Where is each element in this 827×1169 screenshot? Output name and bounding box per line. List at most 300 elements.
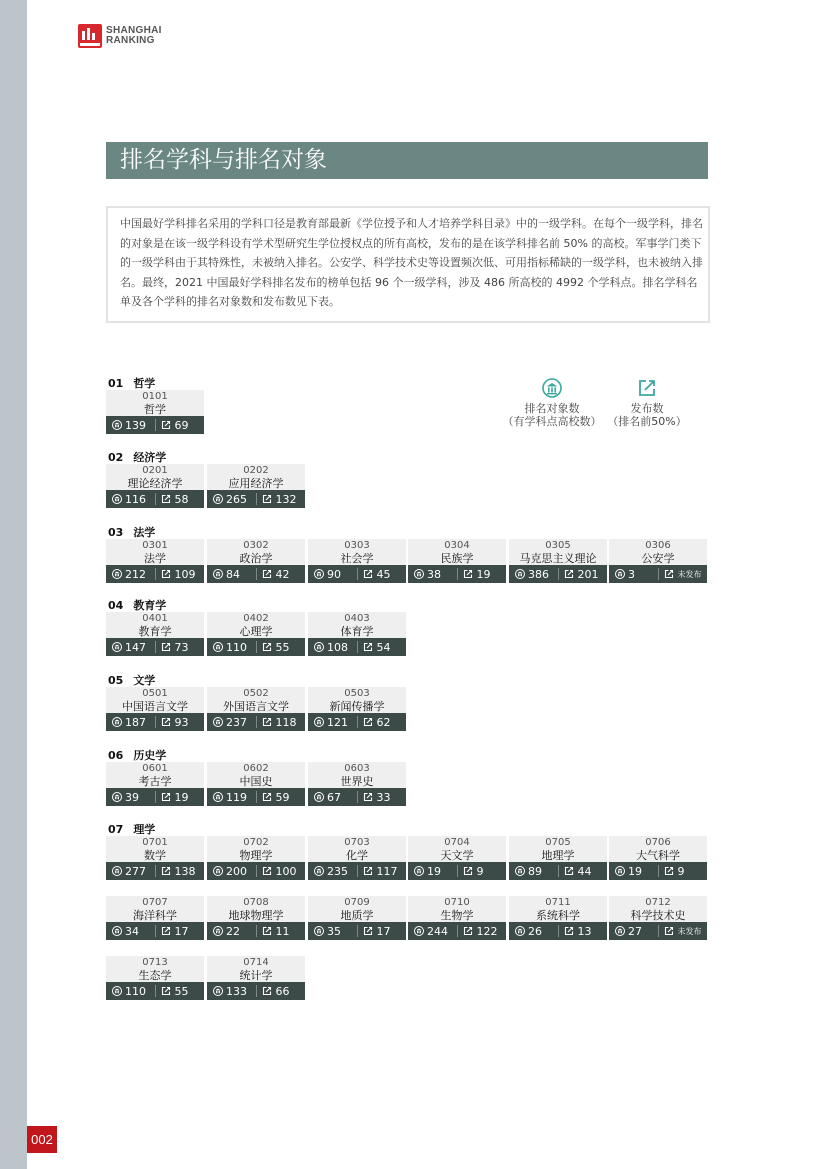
subject-header [609, 539, 707, 565]
subject-header [207, 539, 305, 565]
published-count [357, 925, 406, 938]
subject-card [509, 896, 607, 938]
published-value: 19 [476, 567, 491, 581]
subject-code: 0712 [645, 896, 671, 908]
subject-header [106, 539, 204, 565]
publish-icon [664, 866, 674, 876]
ranked-count [207, 641, 256, 654]
subject-name: 中国语言文学 [122, 699, 188, 713]
subject-stats-bar [106, 982, 204, 1000]
subject-header [308, 687, 406, 713]
publish-icon [262, 926, 272, 936]
ranked-value: 386 [528, 567, 549, 581]
publish-icon [262, 642, 272, 652]
publish-icon [161, 926, 171, 936]
subject-name: 天文学 [440, 848, 474, 862]
published-value: 59 [275, 790, 290, 804]
ranked-count [106, 419, 155, 432]
ranked-value: 265 [226, 492, 247, 506]
institution-icon [112, 494, 122, 504]
subject-header [408, 836, 506, 862]
published-count [256, 791, 305, 804]
published-value: 93 [174, 715, 189, 729]
institution-icon [515, 866, 525, 876]
published-count [357, 568, 406, 581]
publish-icon [463, 926, 473, 936]
subject-stats-bar [609, 862, 707, 880]
ranked-value: 244 [427, 924, 448, 938]
subject-code: 0703 [344, 836, 370, 848]
published-count [457, 925, 506, 938]
institution-icon [213, 494, 223, 504]
discipline-title [108, 674, 155, 688]
publish-icon [363, 926, 373, 936]
subject-header [207, 836, 305, 862]
ranked-count [609, 925, 658, 938]
subject-header [509, 836, 607, 862]
ranked-value: 39 [125, 790, 139, 804]
subject-name: 生物学 [440, 908, 474, 922]
subject-header [207, 612, 305, 638]
institution-icon [112, 642, 122, 652]
subject-name: 科学技术史 [630, 908, 686, 922]
subject-code: 0304 [444, 539, 470, 551]
subject-card [308, 896, 406, 938]
published-count [658, 926, 707, 937]
subject-stats-bar [106, 788, 204, 806]
subject-stats-bar [408, 862, 506, 880]
publish-icon [664, 569, 674, 579]
published-count [155, 419, 204, 432]
subject-stats-bar [308, 565, 406, 583]
institution-icon [314, 642, 324, 652]
publish-icon [262, 569, 272, 579]
subject-card [509, 836, 607, 878]
discipline-title [108, 749, 166, 763]
publish-icon [463, 866, 473, 876]
published-count [155, 791, 204, 804]
subject-name: 政治学 [239, 551, 273, 565]
institution-icon [615, 926, 625, 936]
ranked-value: 22 [226, 924, 240, 938]
ranked-count [207, 865, 256, 878]
subject-stats-bar [106, 862, 204, 880]
subject-card [207, 956, 305, 998]
subject-code: 0713 [142, 956, 168, 968]
publish-icon [262, 717, 272, 727]
subject-name: 理论经济学 [127, 476, 183, 490]
ranked-value: 119 [226, 790, 247, 804]
ranked-count [308, 791, 357, 804]
subject-card [509, 539, 607, 581]
published-count [256, 865, 305, 878]
ranked-count [106, 865, 155, 878]
publish-icon [262, 792, 272, 802]
subject-name: 哲学 [144, 402, 166, 416]
subject-header [106, 612, 204, 638]
subject-code: 0202 [243, 464, 269, 476]
subject-card [308, 836, 406, 878]
subject-code: 0302 [243, 539, 269, 551]
subject-card [106, 956, 204, 998]
subject-code: 0101 [142, 390, 168, 402]
institution-icon [213, 792, 223, 802]
publish-icon [161, 494, 171, 504]
subject-name: 系统科学 [536, 908, 580, 922]
subject-header [408, 896, 506, 922]
subject-card [207, 612, 305, 654]
published-value: 17 [376, 924, 391, 938]
subject-code: 0706 [645, 836, 671, 848]
subject-name: 公安学 [641, 551, 675, 565]
published-value: 45 [376, 567, 391, 581]
intro-paragraph: 中国最好学科排名采用的学科口径是教育部最新《学位授予和人才培养学科目录》中的一级学科。在每个一级学科，排名的对象是在该一级学科设有学术型研究生学位授权点的所有高校，发布的是在该学科排名前 50% 的高校。军事学门类下的一级学科由于其特殊性，未被纳入排名。公安学、科学技术史等设置频次低、可用指标稀缺的一级学科，也未被纳入排名。最终，2021 中国最好学科排名发布的榜单包括 96 个一级学科，涉及 486 所高校的 4992 个学科点。排名学科名单及各个学科的排名对象数和发布数见下表。 [106, 206, 710, 323]
subject-stats-bar [106, 638, 204, 656]
subject-card [207, 464, 305, 506]
subject-header [207, 464, 305, 490]
subject-card [106, 896, 204, 938]
legend-ranked-label: 排名对象数 [524, 402, 580, 415]
publish-icon [564, 569, 574, 579]
ranked-count [308, 925, 357, 938]
ranked-value: 187 [125, 715, 146, 729]
published-count [155, 716, 204, 729]
institution-icon [314, 792, 324, 802]
institution-icon [414, 926, 424, 936]
subject-stats-bar [207, 638, 305, 656]
subject-card [106, 390, 204, 432]
subject-code: 0201 [142, 464, 168, 476]
subject-header [408, 539, 506, 565]
subject-card [609, 539, 707, 581]
institution-icon [542, 378, 562, 398]
publish-icon [363, 792, 373, 802]
subject-name: 中国史 [239, 774, 273, 788]
published-value: 109 [174, 567, 196, 581]
published-value: 69 [174, 418, 189, 432]
subject-header [207, 896, 305, 922]
subject-name: 民族学 [440, 551, 474, 565]
subject-code: 0303 [344, 539, 370, 551]
institution-icon [414, 866, 424, 876]
subject-card [207, 762, 305, 804]
subject-name: 生态学 [138, 968, 172, 982]
published-count [256, 985, 305, 998]
ranked-count [207, 925, 256, 938]
institution-icon [213, 717, 223, 727]
legend-published [604, 378, 690, 428]
ranked-value: 235 [327, 864, 348, 878]
subject-name: 化学 [346, 848, 368, 862]
published-count [357, 865, 406, 878]
publish-icon [363, 642, 373, 652]
subject-stats-bar [609, 565, 707, 583]
ranked-value: 34 [125, 924, 139, 938]
ranked-value: 108 [327, 640, 348, 654]
institution-icon [615, 569, 625, 579]
subject-name: 外国语言文学 [223, 699, 289, 713]
publish-icon [262, 494, 272, 504]
subject-code: 0708 [243, 896, 269, 908]
subject-card [408, 836, 506, 878]
subject-stats-bar [106, 490, 204, 508]
subject-header [106, 836, 204, 862]
published-count [357, 791, 406, 804]
ranked-count [509, 865, 558, 878]
published-value: 未发布 [677, 569, 702, 579]
subject-name: 世界史 [340, 774, 374, 788]
published-value: 未发布 [677, 926, 702, 936]
discipline-name: 理学 [133, 823, 156, 836]
institution-icon [314, 569, 324, 579]
ranked-value: 212 [125, 567, 146, 581]
discipline-title [108, 377, 155, 391]
published-value: 9 [677, 864, 685, 878]
subject-header [609, 836, 707, 862]
ranked-count [609, 865, 658, 878]
ranked-value: 237 [226, 715, 247, 729]
subject-card [207, 896, 305, 938]
legend-ranked [502, 378, 602, 428]
subject-header [308, 612, 406, 638]
publish-icon [161, 986, 171, 996]
subject-header [207, 762, 305, 788]
subject-card [207, 836, 305, 878]
published-value: 66 [275, 984, 290, 998]
published-value: 62 [376, 715, 391, 729]
ranked-count [308, 865, 357, 878]
subject-stats-bar [106, 565, 204, 583]
published-count [558, 865, 607, 878]
discipline-code: 05 [108, 674, 124, 687]
shanghai-ranking-logo-icon [78, 24, 102, 48]
subject-card [308, 539, 406, 581]
subject-name: 应用经济学 [228, 476, 284, 490]
discipline-name: 历史学 [133, 749, 167, 762]
ranked-value: 27 [628, 924, 642, 938]
legend-ranked-sub: （有学科点高校数） [502, 415, 602, 428]
publish-icon [564, 926, 574, 936]
discipline-title [108, 526, 155, 540]
subject-code: 0402 [243, 612, 269, 624]
subject-stats-bar [509, 922, 607, 940]
page-number: 002 [27, 1126, 57, 1153]
subject-header [106, 464, 204, 490]
subject-card [207, 687, 305, 729]
published-count [155, 568, 204, 581]
ranked-count [308, 716, 357, 729]
discipline-code: 01 [108, 377, 124, 390]
ranked-count [106, 791, 155, 804]
published-count [155, 865, 204, 878]
subject-code: 0401 [142, 612, 168, 624]
ranked-value: 133 [226, 984, 247, 998]
published-value: 19 [174, 790, 189, 804]
ranked-count [609, 568, 658, 581]
section-title-bar [106, 142, 708, 179]
subject-code: 0709 [344, 896, 370, 908]
discipline-name: 教育学 [133, 599, 167, 612]
publish-icon [161, 717, 171, 727]
subject-stats-bar [207, 713, 305, 731]
published-value: 13 [577, 924, 592, 938]
ranked-count [106, 641, 155, 654]
discipline-code: 02 [108, 451, 124, 464]
subject-card [308, 762, 406, 804]
subject-name: 海洋科学 [133, 908, 177, 922]
ranked-value: 84 [226, 567, 240, 581]
subject-card [207, 539, 305, 581]
discipline-code: 06 [108, 749, 124, 762]
publish-icon [463, 569, 473, 579]
publish-icon [564, 866, 574, 876]
ranked-value: 38 [427, 567, 441, 581]
subject-code: 0601 [142, 762, 168, 774]
publish-icon [161, 420, 171, 430]
published-count [357, 641, 406, 654]
subject-code: 0704 [444, 836, 470, 848]
subject-card [106, 464, 204, 506]
publish-icon [637, 378, 657, 398]
subject-name: 心理学 [239, 624, 273, 638]
institution-icon [112, 420, 122, 430]
discipline-code: 07 [108, 823, 124, 836]
institution-icon [213, 866, 223, 876]
subject-stats-bar [207, 565, 305, 583]
subject-code: 0301 [142, 539, 168, 551]
ranked-count [207, 985, 256, 998]
published-count [155, 925, 204, 938]
logo-line1: SHANGHAI [106, 25, 162, 36]
subject-name: 马克思主义理论 [519, 551, 597, 565]
subject-stats-bar [408, 565, 506, 583]
subject-stats-bar [408, 922, 506, 940]
ranked-count [207, 493, 256, 506]
discipline-code: 04 [108, 599, 124, 612]
subject-card [106, 612, 204, 654]
published-value: 33 [376, 790, 391, 804]
institution-icon [314, 926, 324, 936]
ranked-value: 67 [327, 790, 341, 804]
discipline-name: 文学 [133, 674, 156, 687]
subject-code: 0710 [444, 896, 470, 908]
subject-header [106, 956, 204, 982]
published-count [457, 568, 506, 581]
subject-code: 0403 [344, 612, 370, 624]
ranked-value: 277 [125, 864, 146, 878]
subject-code: 0503 [344, 687, 370, 699]
ranked-count [106, 925, 155, 938]
publish-icon [262, 986, 272, 996]
subject-stats-bar [207, 490, 305, 508]
side-band [0, 0, 27, 1169]
published-count [256, 493, 305, 506]
ranked-value: 116 [125, 492, 146, 506]
published-count [558, 925, 607, 938]
published-count [558, 568, 607, 581]
subject-stats-bar [106, 713, 204, 731]
subject-stats-bar [106, 416, 204, 434]
published-value: 122 [476, 924, 498, 938]
published-value: 138 [174, 864, 196, 878]
published-count [155, 493, 204, 506]
ranked-count [509, 925, 558, 938]
institution-icon [213, 986, 223, 996]
section-title: 排名学科与排名对象 [120, 147, 327, 173]
subject-header [106, 687, 204, 713]
subject-card [106, 836, 204, 878]
subject-card [408, 539, 506, 581]
subject-code: 0711 [545, 896, 571, 908]
institution-icon [515, 569, 525, 579]
published-count [256, 925, 305, 938]
ranked-value: 3 [628, 567, 635, 581]
institution-icon [112, 986, 122, 996]
subject-name: 地质学 [340, 908, 374, 922]
subject-card [308, 612, 406, 654]
ranked-value: 110 [226, 640, 247, 654]
published-value: 73 [174, 640, 189, 654]
discipline-name: 哲学 [133, 377, 156, 390]
publish-icon [262, 866, 272, 876]
discipline-title [108, 451, 166, 465]
subject-name: 统计学 [239, 968, 273, 982]
subject-stats-bar [106, 922, 204, 940]
publish-icon [363, 866, 373, 876]
published-value: 17 [174, 924, 189, 938]
institution-icon [314, 717, 324, 727]
institution-icon [112, 717, 122, 727]
published-value: 11 [275, 924, 290, 938]
ranked-value: 200 [226, 864, 247, 878]
subject-stats-bar [207, 788, 305, 806]
discipline-name: 法学 [133, 526, 156, 539]
published-value: 44 [577, 864, 592, 878]
publish-icon [161, 866, 171, 876]
ranked-value: 19 [628, 864, 642, 878]
institution-icon [414, 569, 424, 579]
ranked-value: 139 [125, 418, 146, 432]
published-count [457, 865, 506, 878]
subject-stats-bar [207, 982, 305, 1000]
subject-stats-bar [509, 862, 607, 880]
subject-card [106, 687, 204, 729]
subject-card [106, 539, 204, 581]
subject-header [308, 539, 406, 565]
published-value: 55 [275, 640, 290, 654]
subject-card [106, 762, 204, 804]
ranked-count [408, 568, 457, 581]
subject-header [308, 762, 406, 788]
discipline-name: 经济学 [133, 451, 167, 464]
subject-code: 0701 [142, 836, 168, 848]
ranked-value: 26 [528, 924, 542, 938]
ranked-count [106, 716, 155, 729]
ranked-count [106, 493, 155, 506]
discipline-title [108, 599, 166, 613]
institution-icon [213, 926, 223, 936]
ranked-count [308, 568, 357, 581]
published-value: 117 [376, 864, 398, 878]
ranked-value: 19 [427, 864, 441, 878]
subject-code: 0705 [545, 836, 571, 848]
published-value: 118 [275, 715, 297, 729]
publish-icon [161, 569, 171, 579]
subject-stats-bar [609, 922, 707, 940]
published-count [155, 641, 204, 654]
subject-code: 0707 [142, 896, 168, 908]
subject-code: 0305 [545, 539, 571, 551]
